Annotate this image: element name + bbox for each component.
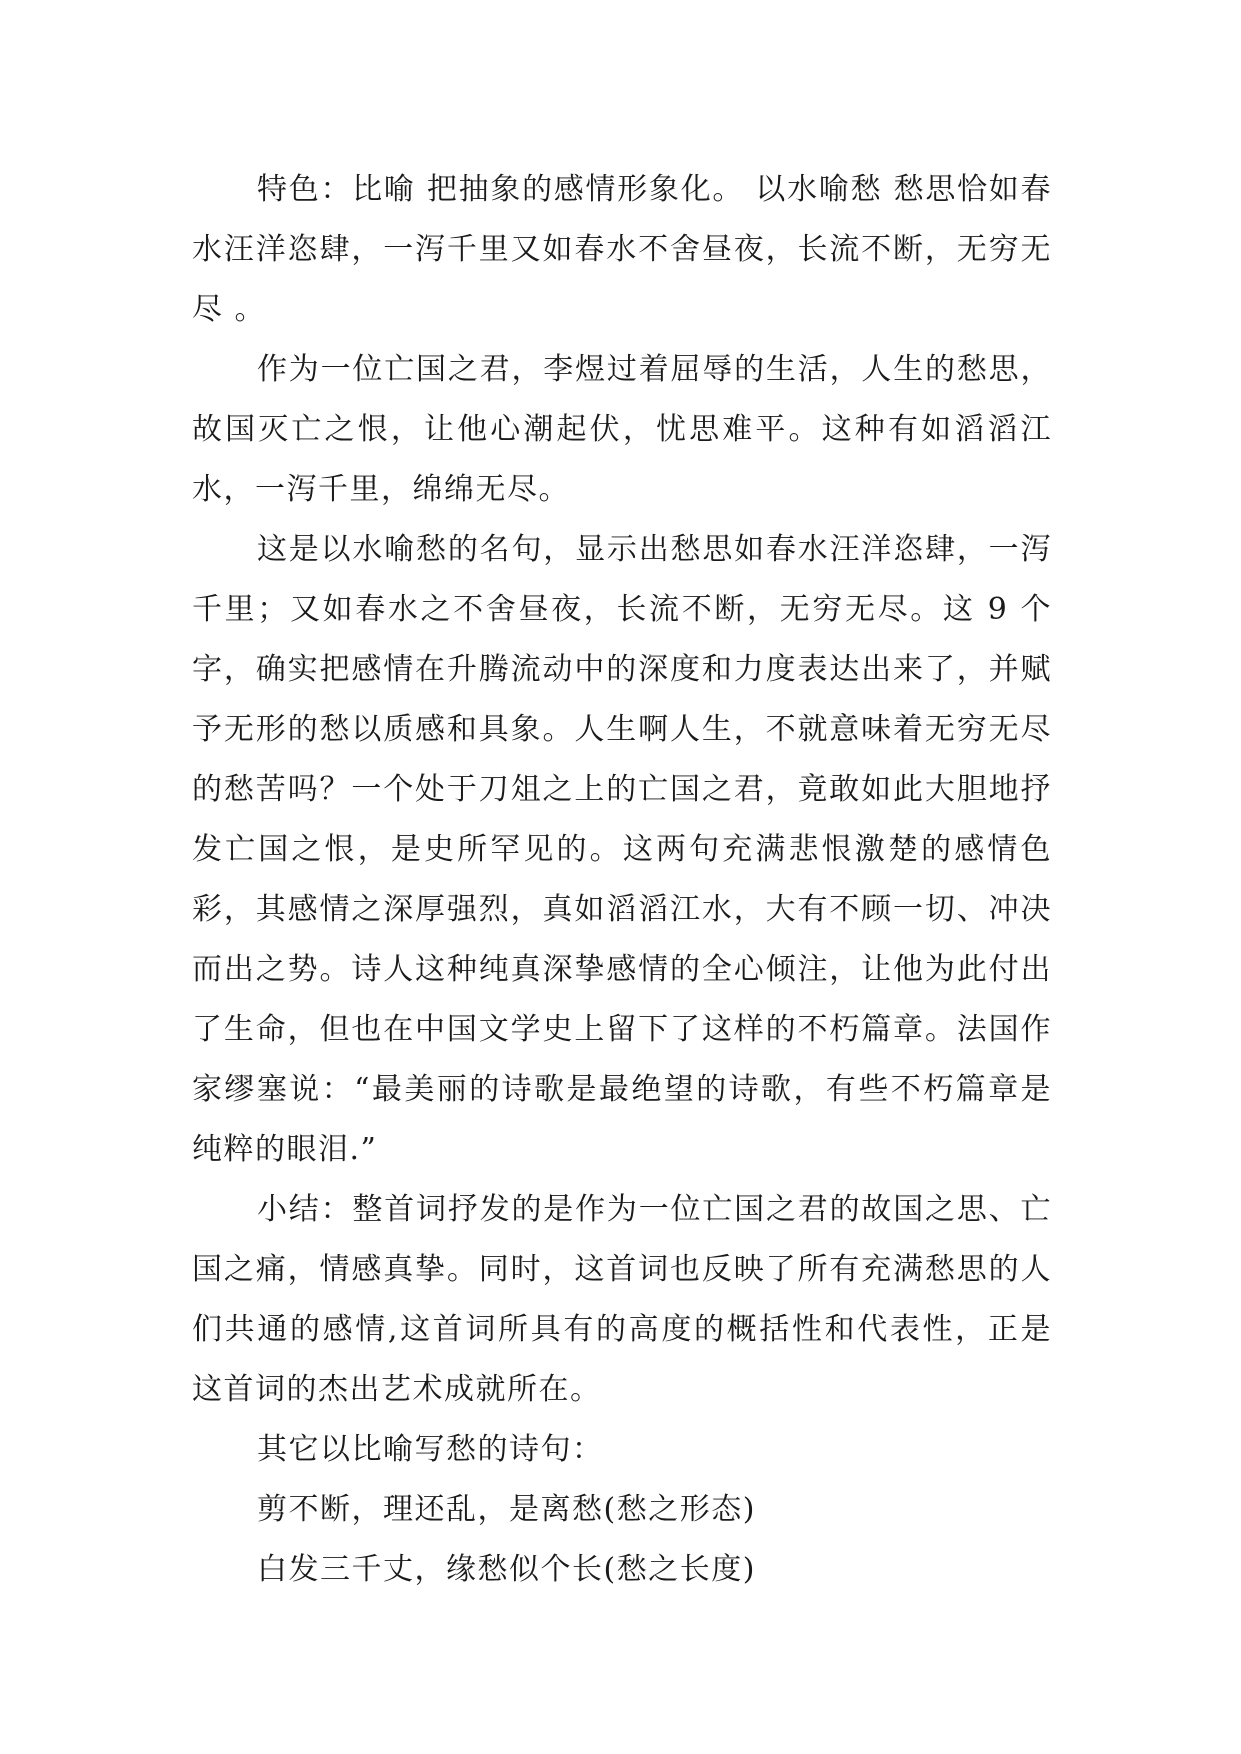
paragraph-analysis: 这是以水喻愁的名句，显示出愁思如春水汪洋恣肆，一泻千里；又如春水之不舍昼夜，长流不断，无穷无尽。这 9 个字，确实把感情在升腾流动中的深度和力度表达出来了，并赋予无形的愁以质感和具象。人生啊人生，不就意味着无穷无尽的愁苦吗？一个处于刀俎之上的亡国之君，竟敢如此大胆地抒发亡国之恨，是史所罕见的。这两句充满悲恨激楚的感情色彩，其感情之深厚强烈，真如滔滔江水，大有不顾一切、冲决而出之势。诗人这种纯真深挚感情的全心倾注，让他为此付出了生命，但也在中国文学史上留下了这样的不朽篇章。法国作家缪塞说：“最美丽的诗歌是最绝望的诗歌，有些不朽篇章是纯粹的眼泪.” [192, 532, 1052, 1167]
paragraph-background: 作为一位亡国之君，李煜过着屈辱的生活，人生的愁思，故国灭亡之恨，让他心潮起伏，忧思难平。这种有如滔滔江水，一泻千里，绵绵无尽。 [192, 352, 1052, 507]
list-heading: 其它以比喻写愁的诗句： [257, 1432, 604, 1467]
example-line: 白发三千丈，缘愁似个长(愁之长度) [257, 1552, 756, 1587]
document-body [192, 160, 1052, 1600]
example-line: 剪不断，理还乱，是离愁(愁之形态) [257, 1492, 756, 1527]
paragraph-feature: 特色：比喻 把抽象的感情形象化。 以水喻愁 愁思恰如春水汪洋恣肆，一泻千里又如春水不舍昼夜，长流不断，无穷无尽 。 [192, 172, 1052, 327]
paragraph-summary: 小结：整首词抒发的是作为一位亡国之君的故国之思、亡国之痛，情感真挚。同时，这首词也反映了所有充满愁思的人们共通的感情,这首词所具有的高度的概括性和代表性，正是这首词的杰出艺术成就所在。 [192, 1192, 1052, 1407]
